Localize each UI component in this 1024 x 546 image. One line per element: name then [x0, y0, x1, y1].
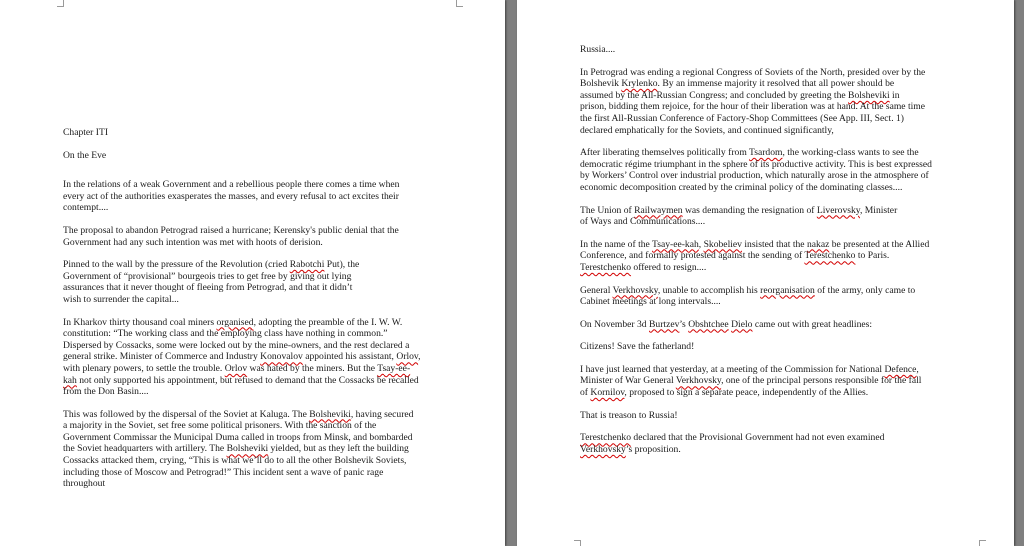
misspelled-word[interactable]: Verkhovsky — [675, 375, 722, 387]
right-page-paragraph[interactable] — [580, 44, 980, 56]
text-line[interactable]: On the Eve — [63, 149, 107, 161]
text-line[interactable]: general strike. Minister of Commerce and Industry Konovalov appointed his assistant, Orlov, — [63, 351, 421, 363]
text-line[interactable]: assurances that it never thought of fleeing from Petrograd, and that it didn’t — [63, 282, 353, 294]
misspelled-word[interactable]: Orlov — [396, 351, 419, 363]
margin-corner-mark — [456, 0, 463, 7]
text-line[interactable]: Cabinet meetings at long intervals.... — [580, 296, 721, 308]
text-line[interactable]: Conference, and formally protested against the sending of Terestchenko to Paris. — [580, 250, 890, 262]
misspelled-word[interactable]: Tsay-ee-kah — [652, 238, 699, 250]
text-line[interactable]: kah not only supported his appointment, but refused to demand that the Cossacks be recalled — [63, 374, 419, 386]
right-page-paragraph[interactable] — [580, 67, 980, 137]
left-page-paragraph[interactable] — [63, 179, 463, 214]
right-page-paragraph[interactable] — [580, 285, 980, 308]
misspelled-word[interactable]: organised — [216, 316, 254, 328]
misspelled-word[interactable]: Railwaymen — [634, 204, 683, 216]
misspelled-word[interactable]: Rabotchi — [289, 259, 325, 271]
misspelled-word[interactable]: nakaz — [806, 238, 830, 250]
misspelled-word[interactable]: Terestchenko — [580, 432, 632, 444]
misspelled-word[interactable]: Verkhovsky — [612, 284, 658, 296]
misspelled-word[interactable]: Defence — [884, 363, 917, 375]
text-line[interactable]: democratic régime triumphant in the sphere of its productive activity. This is best expressed — [580, 158, 932, 170]
text-line[interactable]: including those of Moscow and Petrograd!” This incident sent a wave of panic rage — [63, 466, 384, 478]
misspelled-word[interactable]: Terestchenko — [804, 250, 856, 262]
margin-corner-mark — [979, 540, 986, 546]
text-line[interactable]: Russia.... — [580, 44, 616, 55]
misspelled-word[interactable]: Terestchenko — [580, 261, 632, 273]
margin-corner-mark — [57, 0, 64, 7]
text-line[interactable]: with plenary powers, to settle the trouble. Orlov was hated by the miners. But the Tsay-ee- — [63, 362, 411, 374]
margin-corner-mark — [574, 540, 581, 546]
right-page-paragraph[interactable] — [580, 239, 980, 274]
text-line[interactable]: Pinned to the wall by the pressure of the Revolution (cried Rabotchi Put), the — [63, 259, 360, 271]
text-line[interactable]: Citizens! Save the fatherland! — [580, 341, 695, 353]
text-line[interactable]: Government of “provisional” bourgeois tries to get free by giving out lying — [63, 270, 352, 282]
text-line[interactable]: wish to surrender the capital... — [63, 293, 179, 305]
text-line[interactable]: constitution: “The working class and the employing class have nothing in common.” — [63, 328, 388, 340]
misspelled-word[interactable]: Burtzev — [649, 318, 680, 330]
text-line[interactable]: a majority in the Soviet, set free some political prisoners. With the sanction of the — [63, 420, 377, 432]
misspelled-word[interactable]: Orlov — [224, 362, 248, 374]
text-line[interactable]: Government had any such intention was met with hoots of derision. — [63, 236, 323, 248]
right-page-paragraph[interactable] — [580, 432, 980, 455]
text-line[interactable]: Cossacks attacked them, crying, “This is what we’ll do to all the other Bolshevik Soviets, — [63, 455, 407, 467]
text-line[interactable]: economic decomposition created by the criminal policy of the dominating classes.... — [580, 181, 903, 193]
left-page-paragraph[interactable] — [63, 127, 463, 139]
right-page-paragraph[interactable] — [580, 410, 980, 422]
text-line[interactable]: After liberating themselves politically from Tsardom, the working-class wants to see the — [580, 147, 919, 159]
misspelled-word[interactable]: Tsay-ee- — [377, 362, 411, 374]
text-line[interactable]: declared emphatically for the Soviets, and continued significantly, — [580, 124, 834, 136]
text-line[interactable]: On November 3d Burtzev’s Obshtchee Dielo came out with great headlines: — [580, 318, 873, 330]
text-line[interactable]: from the Don Basin.... — [63, 386, 149, 398]
left-page-paragraph[interactable] — [63, 150, 463, 162]
text-line[interactable]: Chapter ITI — [63, 127, 109, 138]
right-page-text[interactable] — [580, 44, 980, 466]
misspelled-word[interactable]: Tsardom — [749, 147, 783, 159]
text-line[interactable]: In the name of the Tsay-ee-kah, Skobeliev insisted that the nakaz be presented at the Allied — [580, 238, 930, 250]
misspelled-word[interactable]: Krylenko — [621, 78, 658, 90]
text-line[interactable]: This was followed by the dispersal of the Soviet at Kaluga. The Bolsheviki, having secured — [63, 408, 414, 420]
right-page-paragraph[interactable] — [580, 147, 980, 193]
misspelled-word[interactable]: Skobeliev — [703, 238, 742, 250]
right-page-paragraph[interactable] — [580, 319, 980, 331]
text-line[interactable]: prison, bidding them rejoice, for the hour of their liberation was at hand. At the same time — [580, 101, 926, 113]
text-line[interactable]: of Ways and Communications.... — [580, 216, 706, 228]
misspelled-word[interactable]: Bolsheviki — [309, 408, 351, 420]
text-line[interactable]: General Verkhovsky, unable to accomplish his reorganisation of the army, only came to — [580, 284, 916, 296]
misspelled-word[interactable]: Verkhovsky — [580, 443, 626, 455]
text-line[interactable]: Terestchenko declared that the Provisional Government had not even examined — [580, 432, 885, 444]
text-line[interactable]: by Workers’ Control over industrial production, which naturally arose in the atmosphere of — [580, 170, 929, 182]
left-page-paragraph[interactable] — [63, 259, 463, 305]
misspelled-word[interactable]: Obshtchee — [688, 318, 729, 330]
left-page-paragraph[interactable] — [63, 409, 463, 490]
misspelled-word[interactable]: Kornilov — [590, 387, 625, 399]
document-page-left[interactable] — [0, 0, 505, 546]
left-page-text[interactable] — [63, 127, 463, 501]
text-line[interactable]: Government Commissar the Municipal Duma called in troops from Minsk, and bombarded — [63, 431, 413, 443]
misspelled-word[interactable]: reorganisation — [760, 284, 815, 296]
text-line[interactable]: throughout — [63, 478, 106, 490]
text-line[interactable]: Verkhovsky’s proposition. — [580, 443, 681, 455]
right-page-paragraph[interactable] — [580, 205, 980, 228]
text-line[interactable]: the first All-Russian Conference of Factory-Shop Committees (See App. III, Sect. 1) — [580, 112, 904, 124]
text-line[interactable]: Minister of War General Verkhovsky, one of the principal persons responsible for the fall — [580, 375, 922, 387]
left-page-paragraph[interactable] — [63, 317, 463, 398]
text-line[interactable]: Dispersed by Cossacks, some were locked out by the mine-owners, and the rest declared a — [63, 339, 410, 351]
text-line[interactable]: That is treason to Russia! — [580, 409, 678, 421]
text-line[interactable]: In Kharkov thirty thousand coal miners organised, adopting the preamble of the I. W. W. — [63, 316, 403, 328]
misspelled-word[interactable]: Bolsheviki — [848, 89, 890, 101]
right-page-paragraph[interactable] — [580, 341, 980, 353]
misspelled-word[interactable]: Liverovsky — [816, 204, 860, 216]
right-page-paragraph[interactable] — [580, 364, 980, 399]
misspelled-word[interactable]: kah — [63, 374, 77, 386]
text-line[interactable]: The Union of Railwaymen was demanding the resignation of Liverovsky, Minister — [580, 204, 898, 216]
left-page-paragraph[interactable] — [63, 225, 463, 248]
text-line[interactable]: assumed by the All-Russian Congress; and concluded by greeting the Bolsheviki in — [580, 89, 900, 101]
text-line[interactable]: contempt.... — [63, 202, 109, 214]
document-page-right[interactable] — [517, 0, 1014, 546]
text-line[interactable]: Terestchenko offered to resign.... — [580, 261, 707, 273]
text-line[interactable]: In Petrograd was ending a regional Congress of Soviets of the North, presided over by the — [580, 66, 926, 78]
text-line[interactable]: every act of the authorities exasperates the masses, and every refusal to act excites their — [63, 190, 399, 202]
text-line[interactable]: of Kornilov, proposed to sign a separate peace, independently of the Allies. — [580, 387, 869, 399]
text-line[interactable]: Bolshevik Krylenko. By an immense majority it resolved that all power should be — [580, 78, 895, 90]
text-line[interactable]: I have just learned that yesterday, at a meeting of the Commission for National Defence, — [580, 363, 919, 375]
text-line[interactable]: The proposal to abandon Petrograd raised a hurricane; Kerensky's public denial that the — [63, 224, 399, 236]
text-line[interactable]: the Soviet headquarters with artillery. The Bolsheviki yielded, but as they left the building — [63, 443, 409, 455]
misspelled-word[interactable]: Dielo — [731, 318, 753, 330]
misspelled-word[interactable]: Konovalov — [260, 351, 303, 363]
text-line[interactable]: In the relations of a weak Government and a rebellious people there comes a time when — [63, 179, 400, 191]
misspelled-word[interactable]: Bolsheviki — [226, 443, 269, 455]
